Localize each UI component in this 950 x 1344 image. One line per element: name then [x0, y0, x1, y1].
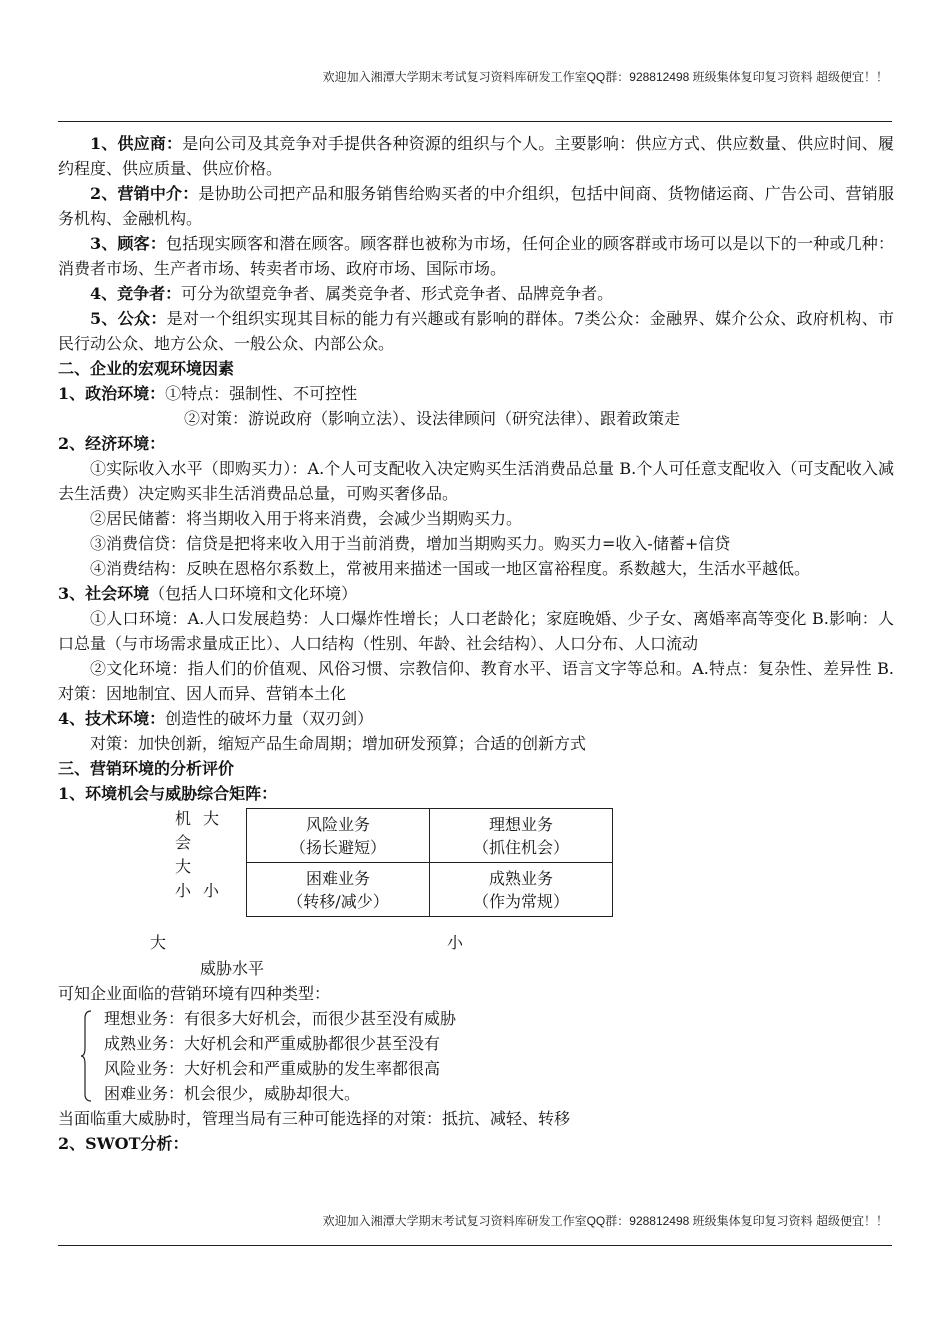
matrix-cell-ideal [430, 809, 613, 863]
micro-item-intermediary [58, 181, 894, 231]
social-line [58, 581, 894, 606]
type-item: 成熟业务：大好机会和严重威胁都很少甚至没有 [104, 1034, 441, 1053]
text-supplier: 是向公司及其竞争对手提供各种资源的组织与个人。主要影响：供应方式、供应数量、供应时间、履约程度、供应质量、供应价格。 [58, 134, 894, 178]
type-item: 风险业务：大好机会和严重威胁的发生率都很高 [104, 1059, 441, 1078]
social-item: ①人口环境：A.人口发展趋势：人口爆炸性增长；人口老龄化；家庭晚婚、少子女、离婚率高等变化 B.影响：人口总量（与市场需求量成正比）、人口结构（性别、年龄、社会结构）、人口分布、人口流动 [58, 609, 894, 653]
micro-item-competitor [58, 281, 894, 306]
cell-note: （抓住机会） [472, 837, 569, 857]
swot-heading: 2、SWOT分析： [58, 1134, 189, 1153]
tech-strategy: 对策：加快创新，缩短产品生命周期；增加研发预算；合适的创新方式 [90, 734, 587, 753]
cell-note: （作为常规） [472, 891, 569, 911]
economic-term: 2、经济环境： [58, 434, 166, 453]
tech-line [58, 706, 894, 731]
term-customer: 3、顾客： [90, 234, 167, 253]
threat-small-label: 小 [447, 933, 464, 952]
economic-item: ③消费信贷：信贷是把将来收入用于当前消费，增加当期购买力。购买力=收入-储蓄+信贷 [90, 534, 731, 553]
tech-text: 创造性的破坏力量（双刃剑） [165, 709, 374, 728]
economic-item: ②居民储蓄：将当期收入用于将来消费，会减少当期购买力。 [90, 509, 523, 528]
micro-item-supplier [58, 131, 894, 181]
text-competitor: 可分为欲望竞争者、属类竞争者、形式竞争者、品牌竞争者。 [181, 284, 614, 303]
tech-term: 4、技术环境： [58, 709, 166, 728]
axis-label-opportunity-small: 小 [203, 881, 220, 900]
text-customer: 包括现实顾客和潜在顾客。顾客群也被称为市场，任何企业的顾客群或市场可以是以下的一种或几种：消费者市场、生产者市场、转卖者市场、政府市场、国际市场。 [58, 234, 894, 278]
threat-response: 当面临重大威胁时，管理当局有三种可能选择的对策：抵抗、减轻、转移 [58, 1109, 571, 1128]
social-item: ②文化环境：指人们的价值观、风俗习惯、宗教信仰、教育水平、语言文字等总和。A.特点：复杂性、差异性 B.对策：因地制宜、因人而异、营销本土化 [58, 659, 894, 703]
matrix-cell-difficult [247, 863, 430, 917]
political-strategy: ②对策：游说政府（影响立法）、设法律顾问（研究法律）、跟着政策走 [184, 409, 681, 428]
matrix-cell-mature [430, 863, 613, 917]
micro-item-customer [58, 231, 894, 281]
term-intermediary: 2、营销中介： [90, 184, 199, 203]
cell-name: 困难业务 [305, 868, 370, 888]
political-traits: ①特点：强制性、不可控性 [165, 384, 358, 403]
social-note: （包括人口环境和文化环境） [149, 584, 358, 603]
section3-heading: 三、营销环境的分析评价 [58, 759, 235, 778]
types-list [58, 1006, 894, 1106]
type-item: 困难业务：机会很少，威胁却很大。 [104, 1084, 361, 1103]
cell-note: （扬长避短） [289, 837, 386, 857]
cell-name: 成熟业务 [488, 868, 553, 888]
footer-rule [58, 1245, 892, 1246]
economic-item: ④消费结构：反映在恩格尔系数上，常被用来描述一国或一地区富裕程度。系数越大，生活水平越低。 [90, 559, 811, 578]
term-public: 5、公众： [90, 309, 167, 328]
header-rule [58, 121, 892, 122]
threat-big-label: 大 [150, 933, 167, 952]
matrix-table [246, 808, 613, 917]
axis-label-opportunity-2: 会 [175, 833, 192, 852]
political-term: 1、政治环境： [58, 384, 166, 403]
political-line1 [58, 381, 894, 406]
term-supplier: 1、供应商： [90, 134, 183, 153]
text-public: 是对一个组织实现其目标的能力有兴趣或有影响的群体。7类公众：金融界、媒介公众、政府机构、市民行动公众、地方公众、一般公众、内部公众。 [58, 309, 894, 353]
types-intro: 可知企业面临的营销环境有四种类型： [58, 984, 331, 1003]
cell-name: 风险业务 [305, 814, 370, 834]
section2-heading: 二、企业的宏观环境因素 [58, 359, 235, 378]
social-term: 3、社会环境 [58, 584, 150, 603]
axis-label-opportunity-4: 小 [175, 881, 192, 900]
cell-name: 理想业务 [488, 814, 553, 834]
header-note: 欢迎加入湘潭大学期末考试复习资料库研发工作室QQ群：928812498 班级集体复印复习资料 超级便宜！！ [322, 70, 888, 84]
matrix-cell-risk [247, 809, 430, 863]
brace-icon [80, 1010, 92, 1102]
threat-axis-title: 威胁水平 [200, 959, 265, 978]
document-body [58, 131, 894, 1156]
text-intermediary: 是协助公司把产品和服务销售给购买者的中介组织，包括中间商、货物储运商、广告公司、营销服务机构、金融机构。 [58, 184, 894, 228]
term-competitor: 4、竞争者： [90, 284, 182, 303]
opportunity-threat-matrix [58, 806, 894, 981]
axis-label-opportunity-3: 大 [175, 857, 192, 876]
footer-note: 欢迎加入湘潭大学期末考试复习资料库研发工作室QQ群：928812498 班级集体复印复习资料 超级便宜！！ [322, 1214, 888, 1228]
micro-item-public [58, 306, 894, 356]
axis-label-opportunity-big: 大 [203, 809, 220, 828]
axis-label-opportunity-1: 机 [175, 809, 192, 828]
matrix-title: 1、环境机会与威胁综合矩阵： [58, 784, 278, 803]
type-item: 理想业务：有很多大好机会，而很少甚至没有威胁 [104, 1009, 457, 1028]
cell-note: （转移/减少） [287, 891, 389, 911]
economic-item: ①实际收入水平（即购买力）：A.个人可支配收入决定购买生活消费品总量 B.个人可任意支配收入（可支配收入减去生活费）决定购买非生活消费品总量，可购买奢侈品。 [58, 459, 894, 503]
